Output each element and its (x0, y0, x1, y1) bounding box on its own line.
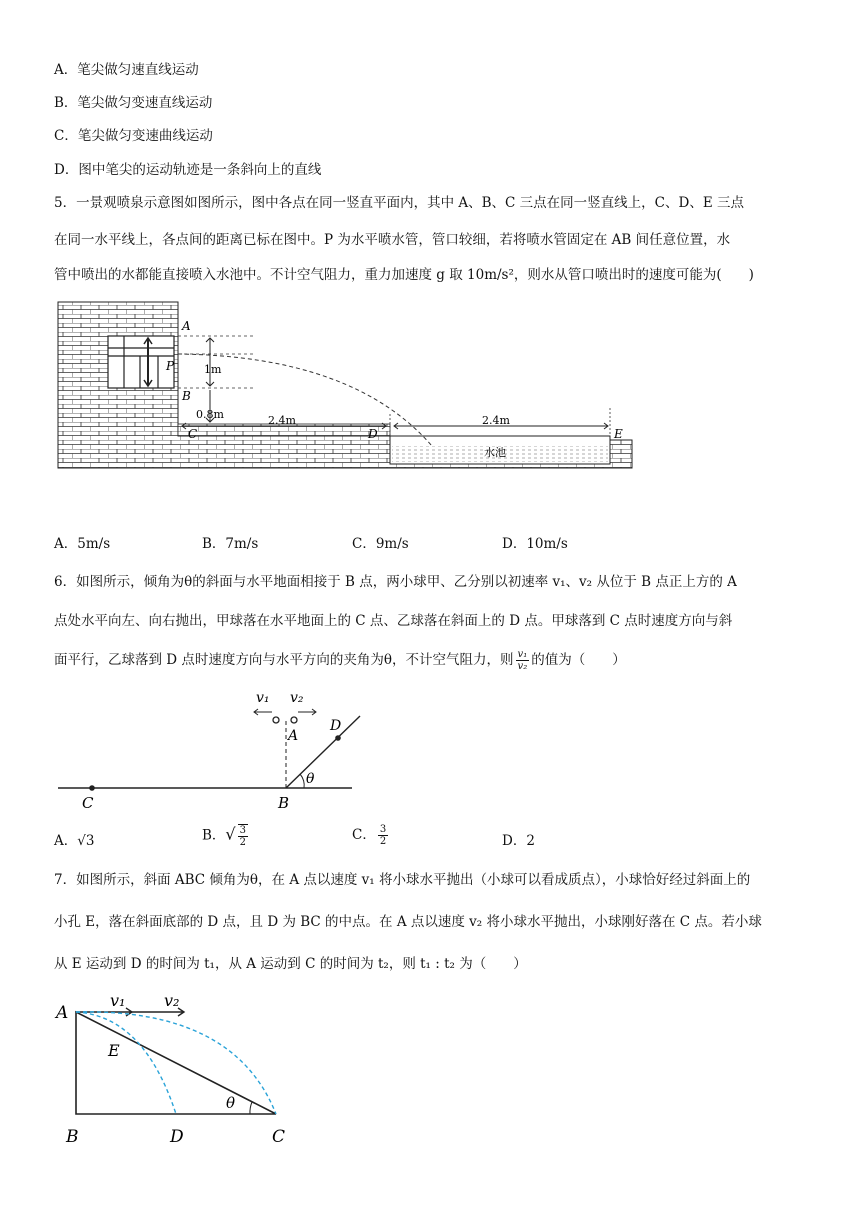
q6-option-a (54, 832, 94, 850)
q5-option-b: B．7m/s (202, 536, 259, 552)
q4-option-d: D．图中笔尖的运动轨迹是一条斜向上的直线 (54, 162, 322, 178)
q6-ratio-num: v₁ (517, 649, 528, 660)
label-d: D (170, 1127, 184, 1146)
q6-slope-figure (54, 684, 374, 814)
q6-option-a-value: √3 (77, 833, 95, 849)
q6-option-b: B．√ $\frac{3}{2}$ (202, 824, 246, 848)
label-c: C (188, 427, 198, 441)
label-e: E (108, 1041, 120, 1060)
q6-ratio-den: v₂ (517, 661, 528, 672)
q5-option-a: A．5m/s (54, 536, 111, 552)
label-d: D (330, 718, 342, 734)
q7-stem-line1: 7．如图所示，斜面 ABC 倾角为θ，在 A 点以速度 v₁ 将小球水平抛出（小球可以看成质点），小球恰好经过斜面上的 (54, 872, 751, 888)
q6-option-a-label: A． (54, 833, 78, 849)
q5-stem-line3: 管中喷出的水都能直接喷入水池中。不计空气阻力，重力加速度 g 取 10m/s²，则水从管口喷出时的速度可能为( ) (54, 267, 754, 283)
q5-stem-line1: 5．一景观喷泉示意图如图所示，图中各点在同一竖直平面内，其中 A、B、C 三点在同一竖直线上，C、D、E 三点 (54, 195, 744, 211)
q6-option-b-den: 2 (239, 837, 246, 848)
label-b: B (182, 389, 191, 403)
q6-option-c-num: 3 (379, 824, 387, 835)
ball-right (291, 717, 297, 723)
incline (286, 716, 360, 788)
q5-option-d: D．10m/s (502, 536, 568, 552)
dim-0-8m: 0.8m (196, 408, 224, 421)
dim-2-4m-cd: 2.4m (268, 414, 296, 427)
q5-stem-line2: 在同一水平线上，各点间的距离已标在图中。P 为水平喷水管，管口较细，若将喷水管固定在 AB 间任意位置，水 (54, 232, 731, 248)
q6-ratio-fraction (516, 649, 530, 672)
label-v2: v₂ (164, 991, 180, 1010)
q6-option-b-label: B． (202, 827, 226, 844)
label-d: D (368, 427, 378, 441)
label-p: P (166, 359, 175, 373)
q6-stem-line3 (54, 649, 626, 672)
q6-option-c (352, 824, 390, 847)
label-a: A (182, 319, 191, 333)
label-b: B (278, 794, 290, 812)
q7-incline-figure (54, 986, 304, 1146)
label-c: C (82, 794, 94, 812)
q6-stem-line1: 6．如图所示，倾角为θ的斜面与水平地面相接于 B 点，两小球甲、乙分别以初速率 v₁、v₂ 从位于 B 点正上方的 A (54, 574, 737, 590)
label-v2: v₂ (290, 690, 304, 706)
q4-option-c: C．笔尖做匀变速曲线运动 (54, 128, 213, 144)
label-theta: θ (226, 1094, 236, 1112)
q6-stem-line3-post: 的值为（ ） (531, 652, 626, 668)
window (108, 336, 174, 388)
label-e: E (614, 427, 623, 441)
q6-stem-line3-pre: 面平行，乙球落到 D 点时速度方向与水平方向的夹角为θ，不计空气阻力，则 (54, 652, 514, 668)
label-c: C (272, 1127, 286, 1146)
trajectory-to-d (76, 1012, 176, 1114)
ball-left (273, 717, 279, 723)
q6-option-b-num: 3 (239, 825, 246, 836)
q6-option-c-frac (378, 824, 388, 847)
label-v1: v₁ (256, 690, 270, 706)
point-c (89, 785, 95, 791)
label-v1: v₁ (110, 991, 126, 1010)
dim-1m: 1m (204, 363, 222, 376)
q4-option-a: A．笔尖做匀速直线运动 (54, 62, 199, 78)
q5-fountain-figure (54, 296, 634, 480)
q7-stem-line3: 从 E 运动到 D 的时间为 t₁，从 A 运动到 C 的时间为 t₂，则 t₁ : t₂ 为（ ） (54, 956, 527, 972)
q7-stem-line2: 小孔 E，落在斜面底部的 D 点，且 D 为 BC 的中点。在 A 点以速度 v₂ 将小球水平抛出，小球刚好落在 C 点。若小球 (54, 914, 762, 930)
q4-option-b: B．笔尖做匀变速直线运动 (54, 95, 213, 111)
q6-stem-line2: 点处水平向左、向右抛出，甲球落在水平地面上的 C 点、乙球落在斜面上的 D 点。甲球落到 C 点时速度方向与斜 (54, 613, 733, 629)
label-pool: 水池 (484, 446, 506, 459)
q5-option-c: C．9m/s (352, 536, 409, 552)
q6-option-c-den: 2 (379, 836, 387, 847)
point-d (335, 735, 341, 741)
label-a: A (288, 728, 299, 744)
dim-2-4m-de: 2.4m (482, 414, 510, 427)
label-theta: θ (306, 771, 315, 787)
label-a: A (56, 1003, 69, 1023)
label-b: B (66, 1127, 79, 1146)
q6-option-c-label: C． (352, 827, 376, 843)
q6-option-b-frac (238, 824, 248, 848)
q6-option-d: D．2 (502, 833, 535, 849)
triangle-abc (76, 1012, 276, 1114)
